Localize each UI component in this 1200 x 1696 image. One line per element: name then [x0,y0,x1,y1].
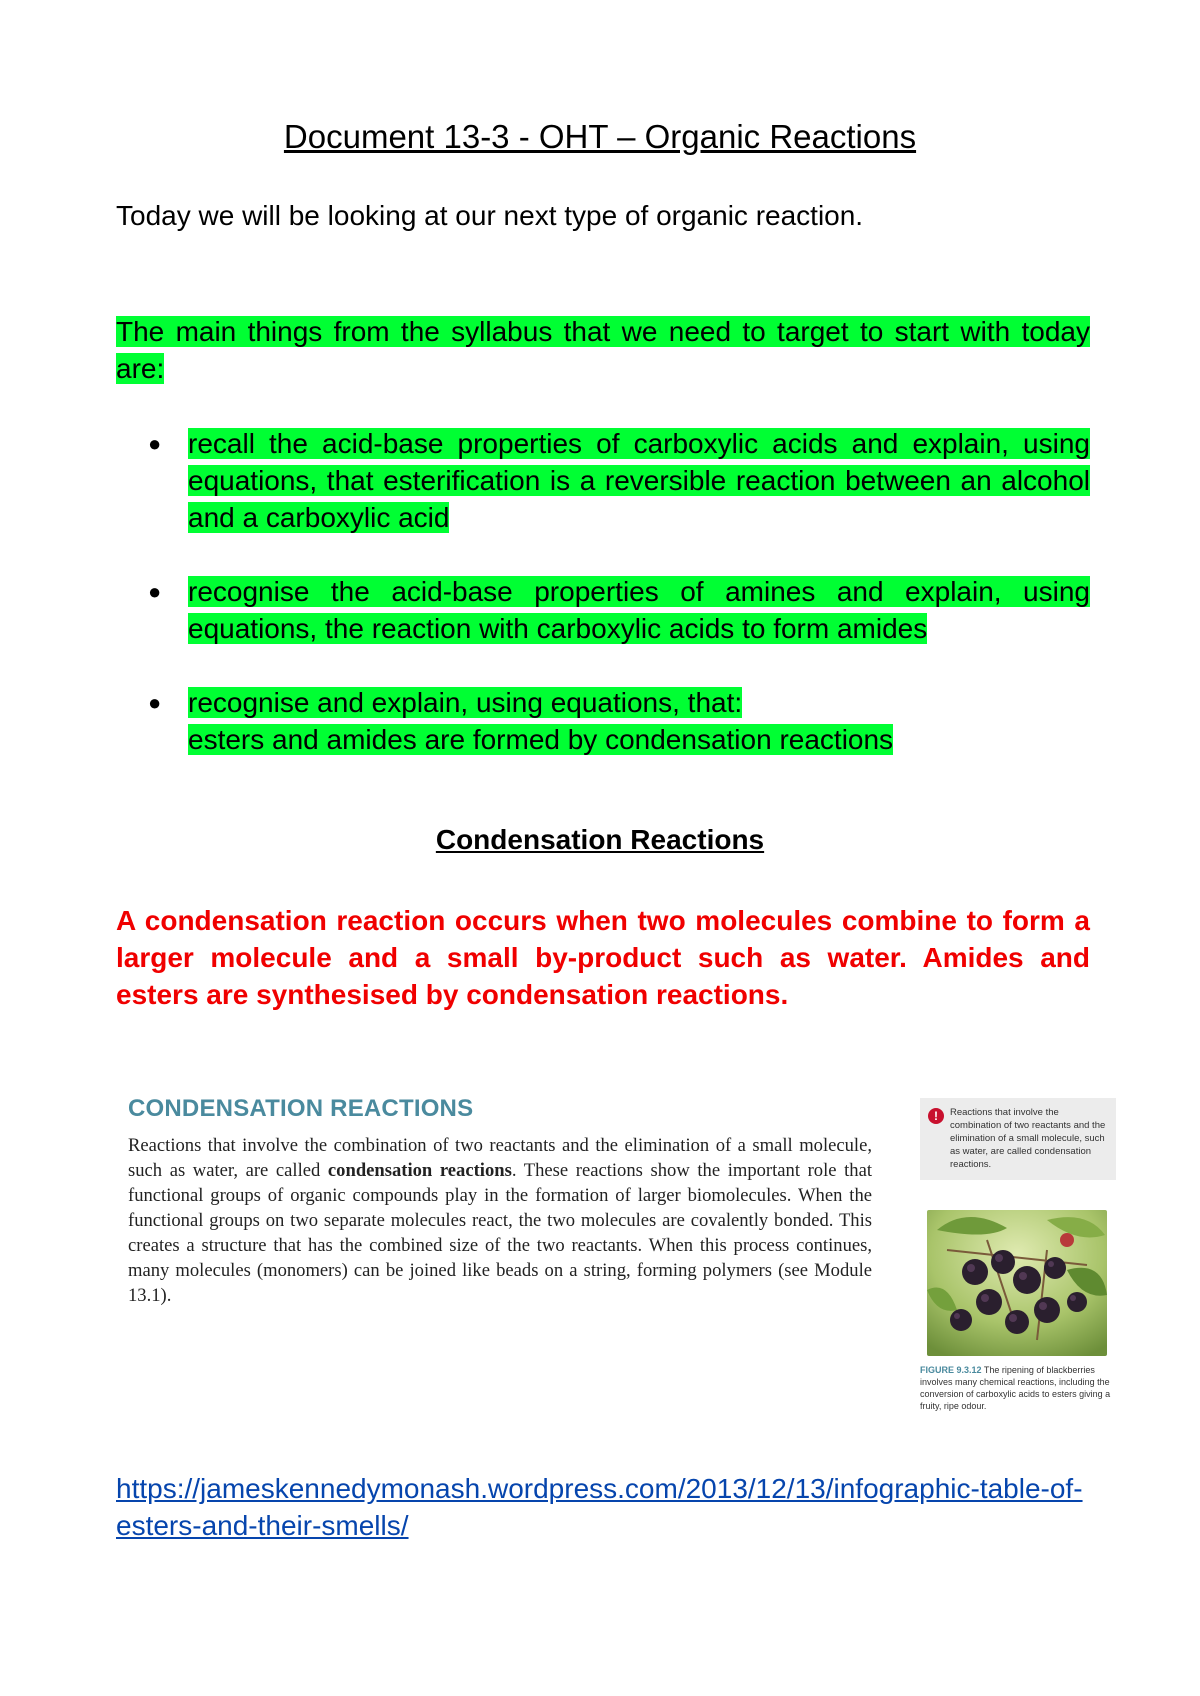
excerpt-paragraph [128,1133,872,1308]
syllabus-list [116,425,1090,795]
blackberries-photo [927,1210,1107,1356]
syllabus-intro-text: The main things from the syllabus that we need to target to start with today are: [116,316,1090,384]
list-item [116,425,1090,536]
excerpt-text-before: Reactions that involve the combination of two reactants and the elimination of a small molecule, such as water, are called [128,1135,872,1181]
figure-caption [920,1364,1120,1412]
intro-text: Today we will be looking at our next type of organic reaction. [116,200,864,231]
excerpt-text-after: . These reactions show the important role that functional groups of organic compounds play in the formation of larger biomolecules. When the functional groups on two separate molecules react, the two molecules are covalently bonded. This creates a structure that has the combined size of the two reactants. When this process continues, many molecules (monomers) can be joined like beads on a string, forming polymers (see Module 13.1). [128,1160,873,1306]
reference-link[interactable]: https://jameskennedymonash.wordpress.com/2013/12/13/infographic-table-of-esters-and-their-smells/ [116,1473,1083,1541]
excerpt-bold-term: condensation reactions [327,1160,512,1181]
list-item [116,573,1090,647]
section-heading: Condensation Reactions [435,824,765,855]
document-title: Document 13-3 - OHT – Organic Reactions [283,118,917,155]
blackberries-image [927,1210,1107,1356]
textbook-excerpt [128,1095,872,1308]
margin-note [920,1098,1116,1180]
list-item [116,684,1090,758]
syllabus-intro [116,313,1090,387]
caption-text: The ripening of blackberries involves many chemical reactions, including the conversion of carboxylic acids to esters giving a fruity, ripe odour. [920,1365,1111,1411]
definition-text: A condensation reaction occurs when two molecules combine to form a larger molecule and a small by-product such as water. Amides and esters are synthesised by condensation reactions. [116,905,1090,1010]
list-item-text-line2: esters and amides are formed by condensation reactions [188,724,894,755]
excerpt-heading: CONDENSATION REACTIONS [128,1095,474,1122]
list-item-text: recall the acid-base properties of carboxylic acids and explain, using equations, that esterification is a reversible reaction between an alcohol and a carboxylic acid [188,428,1090,533]
info-icon: ! [928,1108,944,1124]
bullet-icon: ● [148,431,162,456]
caption-label: FIGURE 9.3.12 [920,1365,982,1375]
bullet-icon: ● [148,690,162,715]
margin-note-text: Reactions that involve the combination of two reactants and the elimination of a small molecule, such as water, are called condensation reactions. [950,1107,1106,1170]
bullet-icon: ● [148,579,162,604]
list-item-text: recognise and explain, using equations, that: [188,687,743,718]
list-item-text: recognise the acid-base properties of amines and explain, using equations, the reaction with carboxylic acids to form amides [188,576,1090,644]
